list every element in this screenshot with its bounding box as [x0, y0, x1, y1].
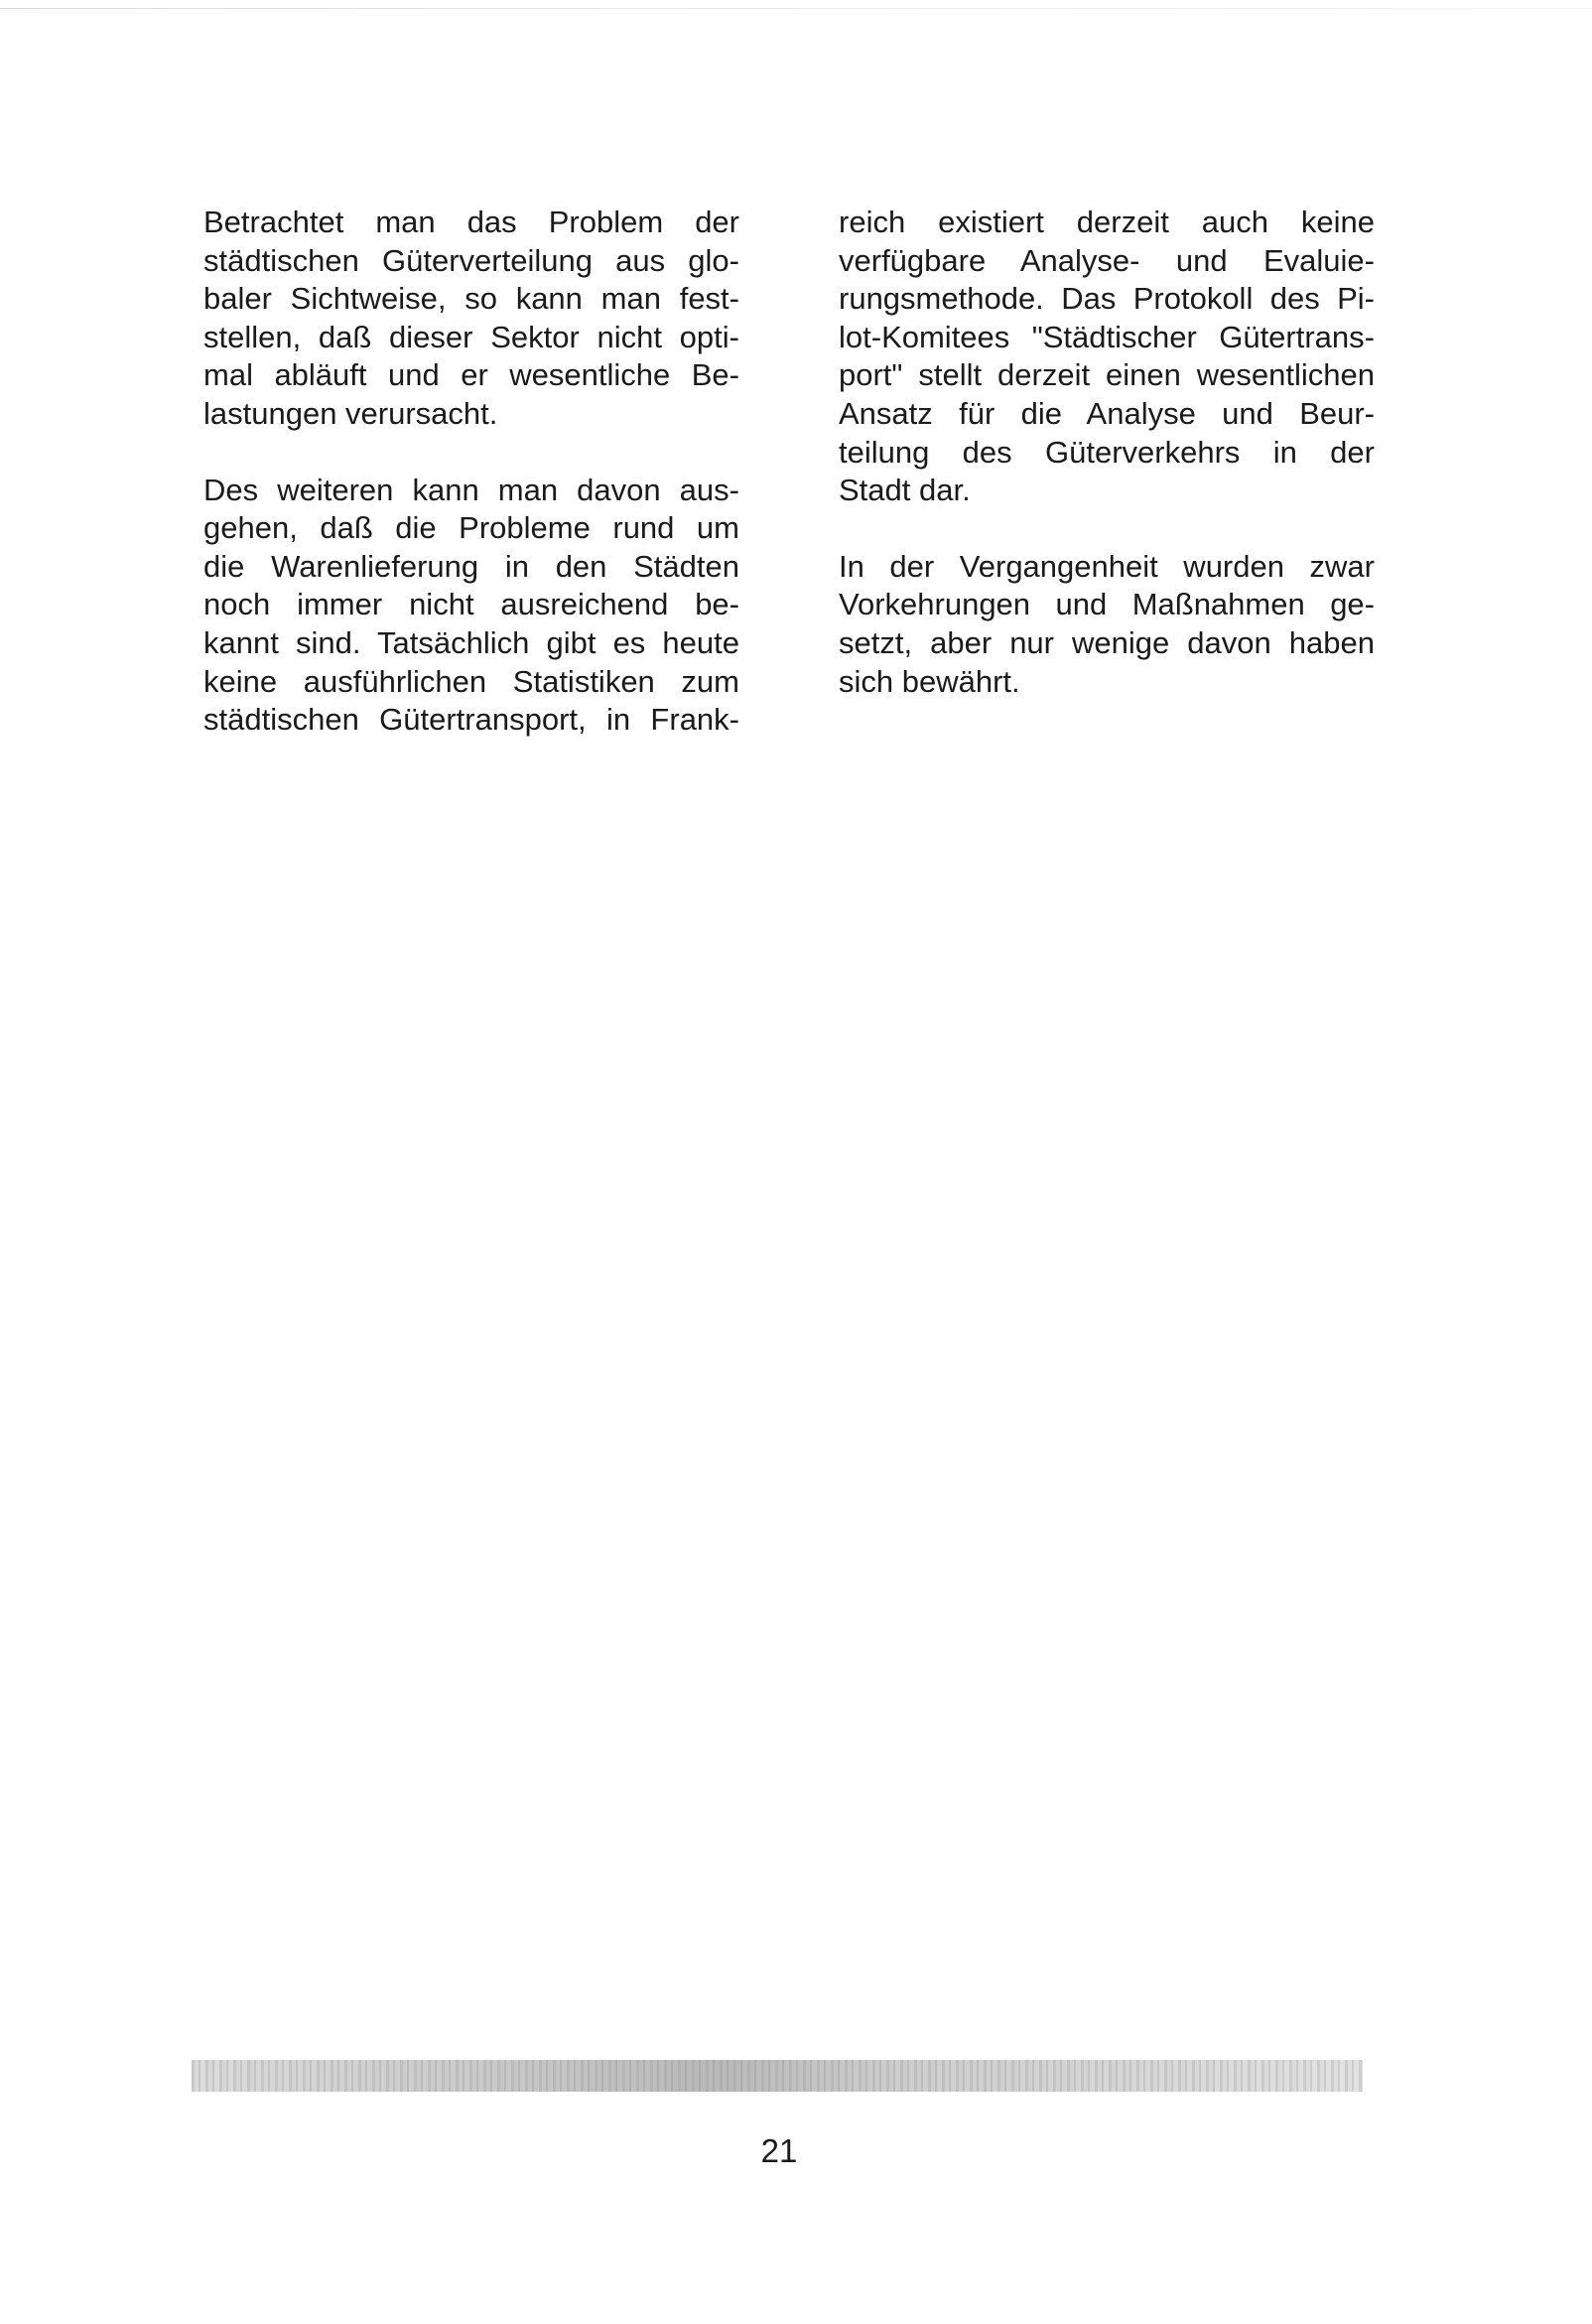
- text-line: gehen, daß die Probleme rund um: [203, 510, 739, 546]
- left-text-column: [203, 204, 739, 777]
- text-line: Stadt dar.: [839, 473, 971, 508]
- text-line: verfügbare Analyse- und Evaluie-: [839, 242, 1375, 278]
- text-line: noch immer nicht ausreichend be-: [203, 587, 739, 622]
- right-paragraph-1: [839, 204, 1375, 510]
- text-line: städtischen Güterverteilung aus glo-: [203, 242, 739, 278]
- text-line: kannt sind. Tatsächlich gibt es heute: [203, 624, 739, 660]
- text-line: port" stellt derzeit einen wesentlichen: [839, 357, 1375, 393]
- text-line: lot-Komitees "Städtischer Gütertrans-: [839, 319, 1375, 354]
- text-line: Betrachtet man das Problem der: [203, 205, 739, 239]
- text-line: die Warenlieferung in den Städten: [203, 548, 739, 584]
- top-edge-rule: [0, 8, 1592, 9]
- text-line: rungsmethode. Das Protokoll des Pi-: [839, 281, 1375, 317]
- left-paragraph-2: [203, 472, 739, 740]
- text-line: keine ausführlichen Statistiken zum: [203, 663, 739, 699]
- text-line: städtischen Gütertransport, in Frank-: [203, 702, 739, 738]
- text-line: Vorkehrungen und Maßnahmen ge-: [839, 587, 1375, 622]
- left-paragraph-1: [203, 204, 739, 434]
- text-line: mal abläuft und er wesentliche Be-: [203, 357, 739, 393]
- text-line: Des weiteren kann man davon aus-: [203, 472, 739, 507]
- text-line: stellen, daß dieser Sektor nicht opti-: [203, 319, 739, 354]
- text-line: reich existiert derzeit auch keine: [839, 205, 1375, 239]
- text-line: lastungen verursacht.: [203, 395, 498, 431]
- text-line: setzt, aber nur wenige davon haben: [839, 624, 1375, 660]
- right-text-column: [839, 204, 1375, 739]
- text-line: Ansatz für die Analyse und Beur-: [839, 395, 1375, 431]
- right-paragraph-2: [839, 548, 1375, 701]
- page-number: 21: [760, 2132, 798, 2169]
- text-line: sich bewährt.: [839, 663, 1020, 699]
- text-line: baler Sichtweise, so kann man fest-: [203, 281, 739, 317]
- text-line: teilung des Güterverkehrs in der: [839, 434, 1375, 470]
- footer-decorative-band: [192, 2060, 1363, 2092]
- text-line: In der Vergangenheit wurden zwar: [839, 548, 1375, 584]
